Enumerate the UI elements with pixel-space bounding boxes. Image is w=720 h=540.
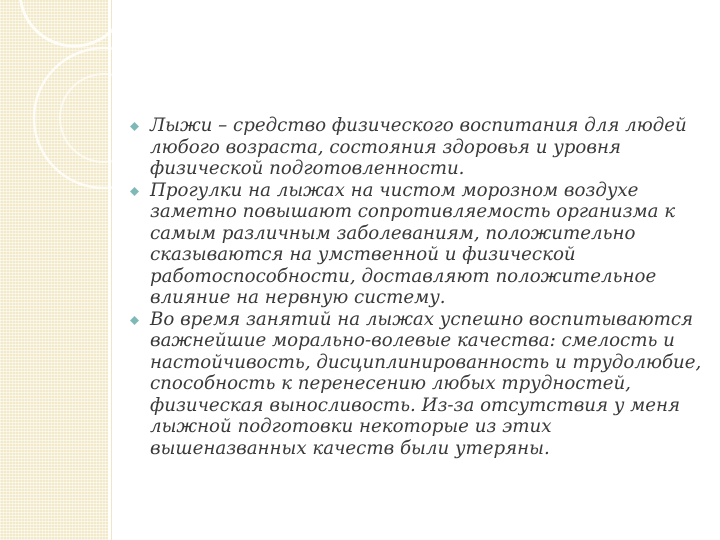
bullet-diamond-icon [130,187,139,196]
bullet-item [127,309,707,460]
bullet-item [127,115,707,180]
bullet-text: Прогулки на лыжах на чистом морозном воздухе заметно повышают сопротивляемость организма к самым различным заболеваниям, положительно сказываются на умственной и физической работоспособности, доставляют положительное влияние на нервную систему. [150,179,676,308]
slide-body [127,115,707,459]
bullet-diamond-icon [130,122,139,131]
bullet-diamond-icon [130,316,139,325]
bullet-text: Во время занятий на лыжах успешно воспитываются важнейшие морально-волевые качества: смелость и настойчивость, дисциплинированность и трудолюбие, способность к перенесению любых трудностей, физическая выносливость. Из-за отсутствия у меня лыжной подготовки некоторые из этих вышеназванных качеств были утеряны. [150,308,702,459]
bullet-item [127,180,707,309]
bullet-text: Лыжи – средство физического воспитания для людей любого возраста, состояния здоровья и уровня физической подготовленности. [150,115,687,179]
decorative-circles [0,0,112,200]
bullet-list [127,115,707,459]
